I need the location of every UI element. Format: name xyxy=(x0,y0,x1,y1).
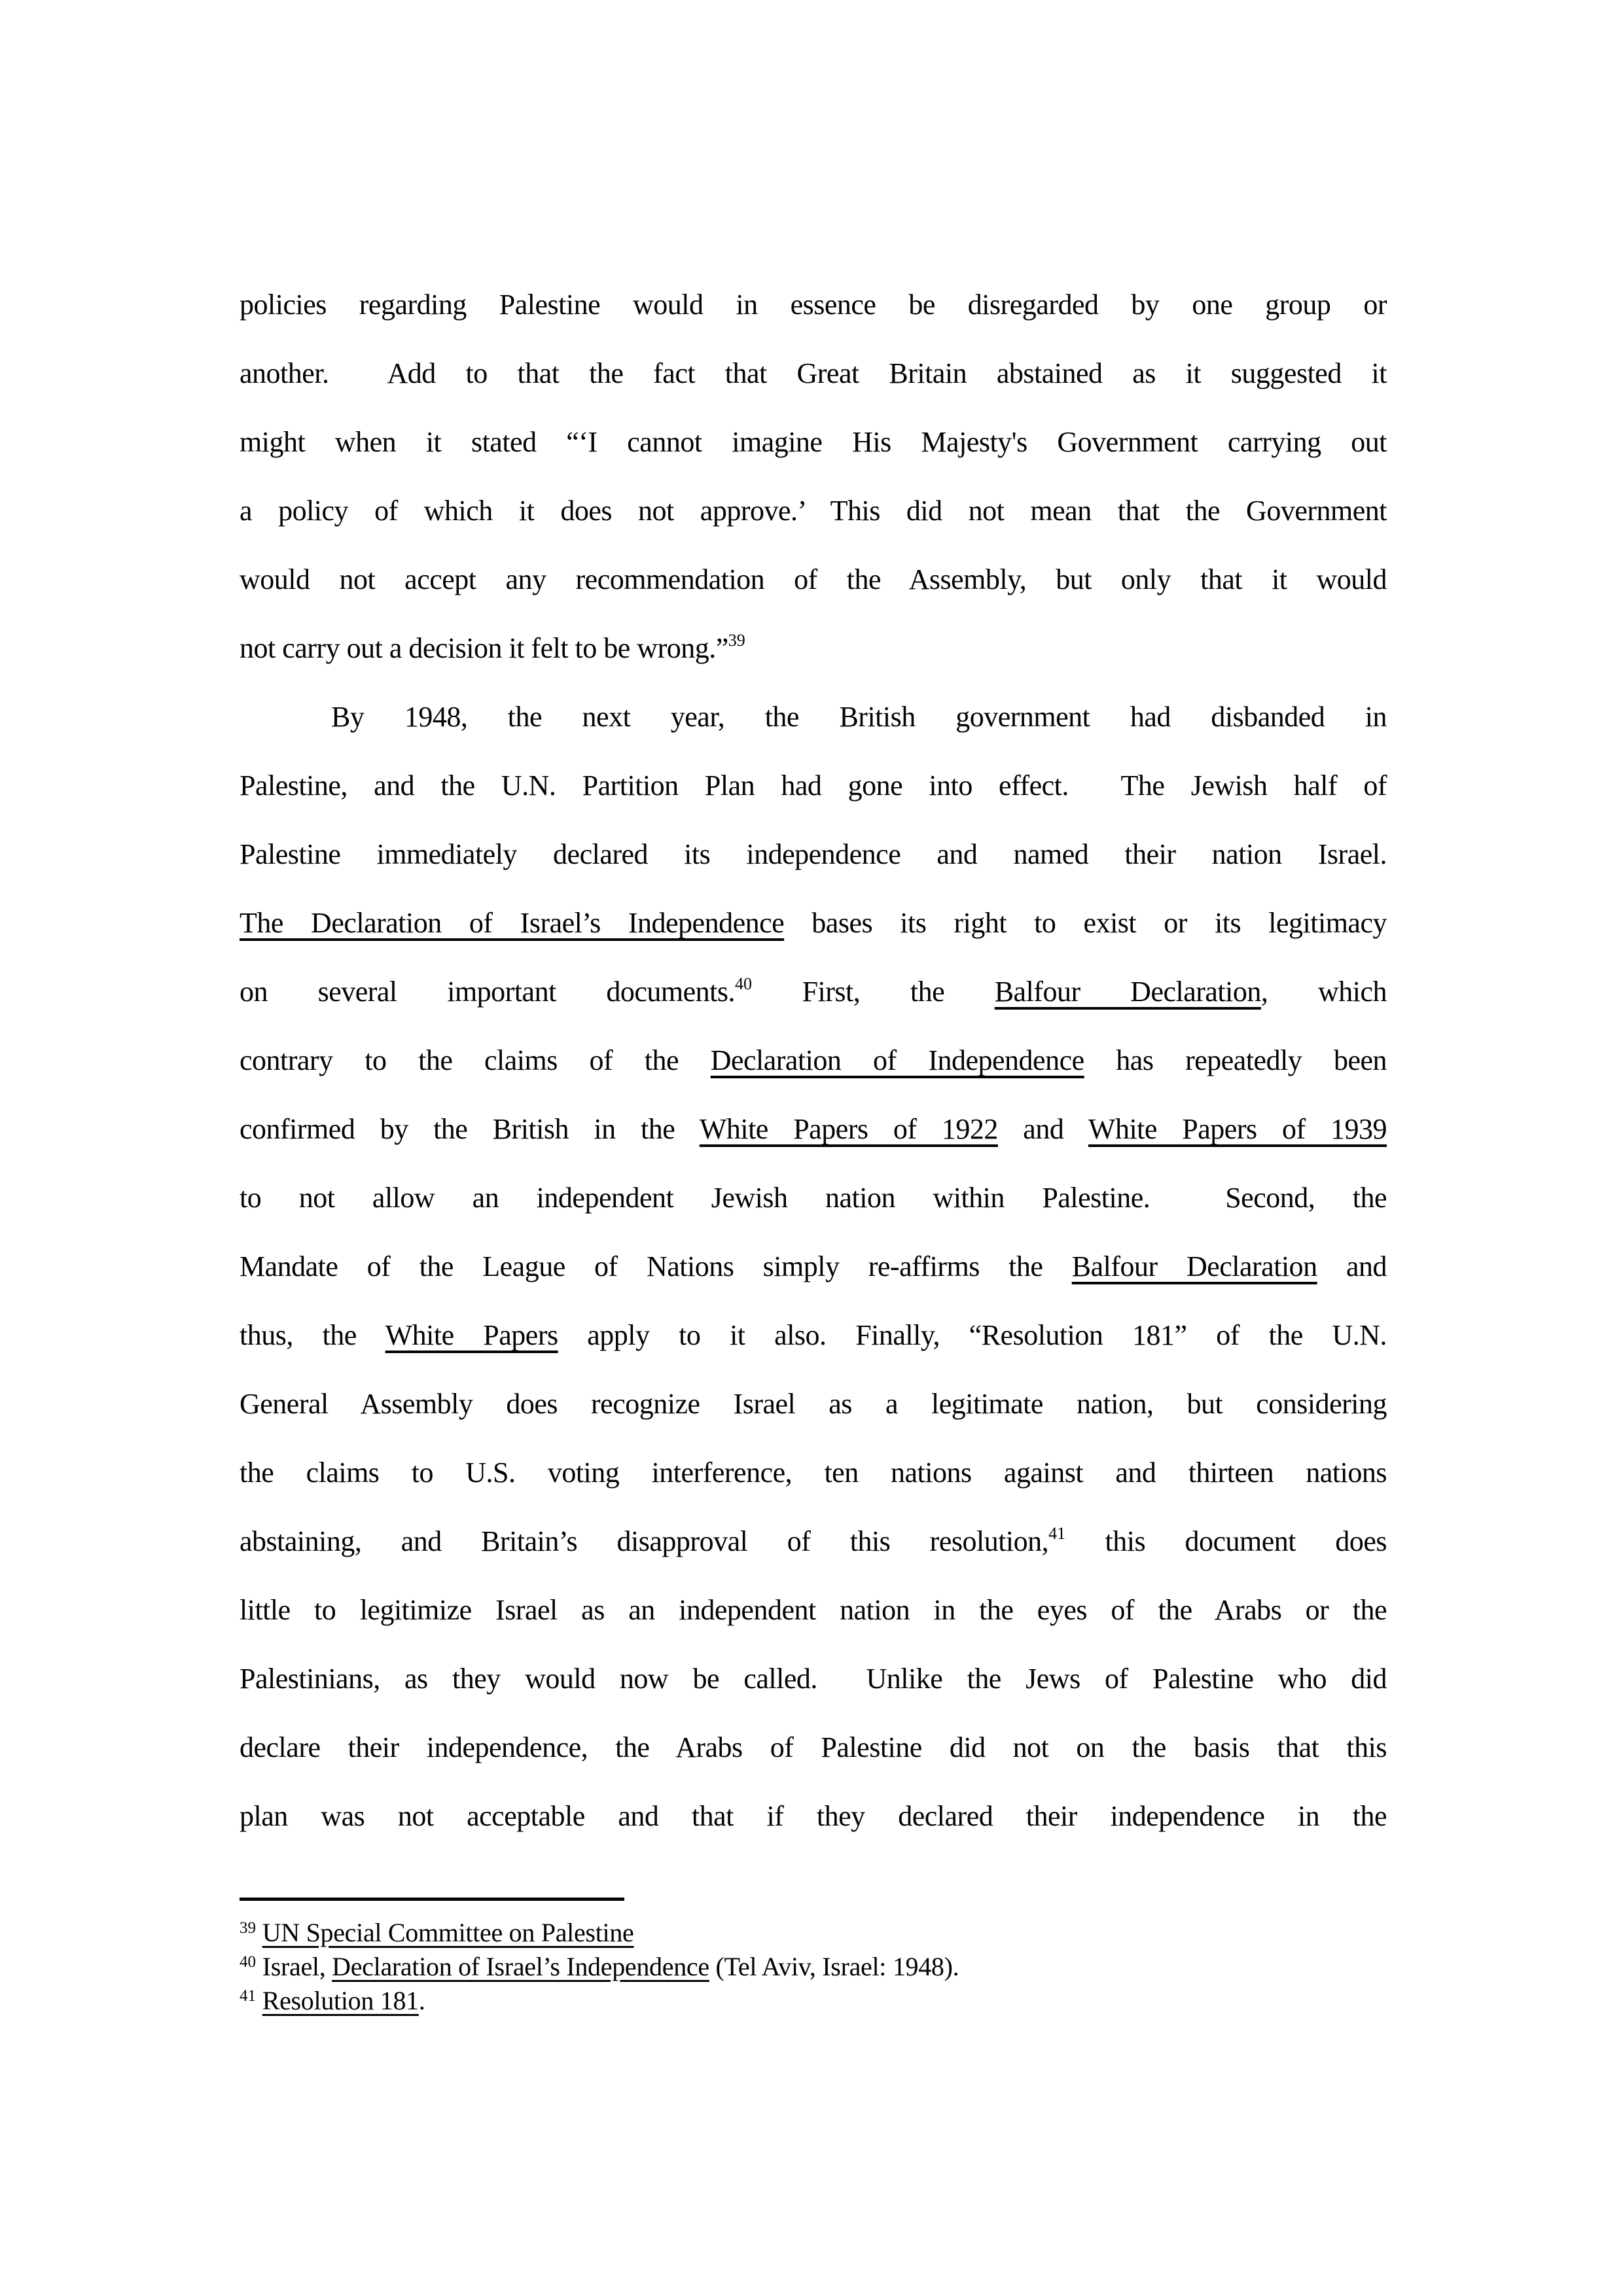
text-run: contrary to the claims of the xyxy=(240,1044,711,1076)
underlined-text-run: UN Special Committee on Palestine xyxy=(262,1918,634,1947)
text-line xyxy=(240,1369,1387,1438)
footnote-item xyxy=(240,1918,1387,1952)
superscript-ref: 41 xyxy=(1048,1524,1066,1543)
text-line xyxy=(240,1576,1387,1644)
text-run: thus, the xyxy=(240,1319,385,1351)
text-line xyxy=(240,614,1387,682)
text-run: might when it stated “‘I cannot imagine His Majesty's Government carrying out xyxy=(240,426,1387,458)
footnote-item xyxy=(240,1952,1387,1986)
footnote-item xyxy=(240,1986,1387,2020)
text-line xyxy=(240,1644,1387,1713)
text-run: bases its right to exist or its legitimacy xyxy=(784,907,1387,939)
underlined-text-run: Resolution 181 xyxy=(262,1986,419,2015)
underlined-text-run: White Papers of 1939 xyxy=(1088,1113,1387,1145)
text-run: (Tel Aviv, Israel: 1948). xyxy=(709,1952,959,1981)
text-line xyxy=(240,1507,1387,1576)
text-line xyxy=(240,1782,1387,1850)
text-run: Palestinians, as they would now be called. Unlike the Jews of Palestine who did xyxy=(240,1663,1387,1695)
text-run: By 1948, the next year, the British government had disbanded in xyxy=(331,701,1387,733)
body-text xyxy=(240,270,1387,1850)
text-run: Israel, xyxy=(262,1952,332,1981)
text-run: Palestine immediately declared its independence and named their nation Israel. xyxy=(240,838,1387,870)
text-run: would not accept any recommendation of the Assembly, but only that it would xyxy=(240,563,1387,595)
text-run: Mandate of the League of Nations simply re-affirms the xyxy=(240,1250,1072,1282)
text-line xyxy=(240,957,1387,1026)
text-line xyxy=(240,889,1387,957)
footnote-number: 40 xyxy=(240,1953,256,1971)
footnote-number: 41 xyxy=(240,1987,256,2005)
underlined-text-run: Balfour Declaration xyxy=(994,976,1261,1008)
text-line xyxy=(240,408,1387,476)
text-run: abstaining, and Britain’s disapproval of this resolution, xyxy=(240,1525,1049,1557)
text-run: First, the xyxy=(752,976,995,1008)
text-run: policies regarding Palestine would in essence be disregarded by one group or xyxy=(240,289,1387,321)
text-line xyxy=(240,1713,1387,1782)
text-run: General Assembly does recognize Israel as a legitimate nation, but considering xyxy=(240,1388,1387,1420)
text-line xyxy=(240,1026,1387,1095)
text-run: a policy of which it does not approve.’ This did not mean that the Government xyxy=(240,495,1387,527)
text-run: to not allow an independent Jewish nation within Palestine. Second, the xyxy=(240,1182,1387,1214)
text-run: plan was not acceptable and that if they declared their independence in the xyxy=(240,1800,1387,1832)
underlined-text-run: The Declaration of Israel’s Independence xyxy=(240,907,785,939)
text-line xyxy=(240,270,1387,339)
text-run: Palestine, and the U.N. Partition Plan had gone into effect. The Jewish half of xyxy=(240,769,1387,802)
text-line xyxy=(240,339,1387,408)
text-run: has repeatedly been xyxy=(1084,1044,1387,1076)
text-run: declare their independence, the Arabs of Palestine did not on the basis that this xyxy=(240,1731,1387,1763)
text-run: on several important documents. xyxy=(240,976,736,1008)
text-run: apply to it also. Finally, “Resolution 181” of the U.N. xyxy=(558,1319,1387,1351)
text-line xyxy=(240,682,1387,751)
text-line xyxy=(240,1438,1387,1507)
underlined-text-run: Declaration of Israel’s Independence xyxy=(332,1952,709,1981)
text-run: not carry out a decision it felt to be wrong.” xyxy=(240,632,728,664)
text-run: confirmed by the British in the xyxy=(240,1113,700,1145)
text-run: little to legitimize Israel as an independent nation in the eyes of the Arabs or the xyxy=(240,1594,1387,1626)
footnote-separator xyxy=(240,1898,624,1901)
footnote-number: 39 xyxy=(240,1919,256,1937)
text-run: , which xyxy=(1260,976,1387,1008)
text-run: and xyxy=(997,1113,1088,1145)
text-line xyxy=(240,820,1387,889)
text-line xyxy=(240,1232,1387,1301)
text-line xyxy=(240,1301,1387,1369)
text-line xyxy=(240,476,1387,545)
text-line xyxy=(240,751,1387,820)
text-run: the claims to U.S. voting interference, ten nations against and thirteen nations xyxy=(240,1457,1387,1489)
underlined-text-run: White Papers of 1922 xyxy=(699,1113,998,1145)
superscript-ref: 39 xyxy=(728,631,745,650)
underlined-text-run: Balfour Declaration xyxy=(1071,1250,1317,1282)
text-run: this document does xyxy=(1065,1525,1387,1557)
underlined-text-run: White Papers xyxy=(385,1319,558,1351)
text-line xyxy=(240,1163,1387,1232)
text-line xyxy=(240,545,1387,614)
underlined-text-run: Declaration of Independence xyxy=(710,1044,1084,1076)
text-run: another. Add to that the fact that Great Britain abstained as it suggested it xyxy=(240,357,1387,389)
text-line xyxy=(240,1095,1387,1163)
footnotes xyxy=(240,1918,1387,2020)
superscript-ref: 40 xyxy=(735,974,753,993)
text-run: and xyxy=(1317,1250,1387,1282)
text-run: . xyxy=(418,1986,425,2015)
